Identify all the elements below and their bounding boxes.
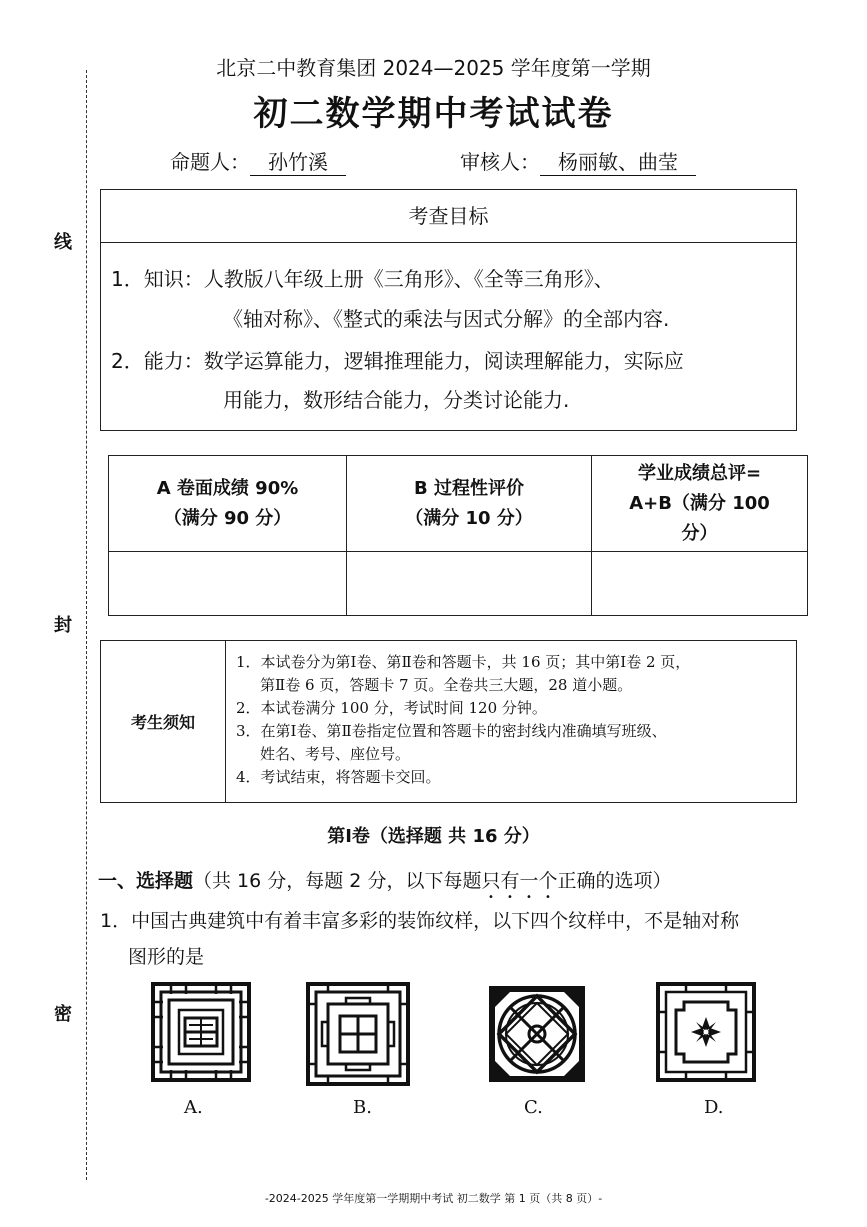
grade-col-c-header [592, 456, 808, 552]
notice-line: 1．本试卷分为第Ⅰ卷、第Ⅱ卷和答题卡，共 16 页；其中第Ⅰ卷 2 页， [236, 653, 691, 671]
part-desc-emphasis: 只有一个 [481, 870, 558, 892]
notice-content [226, 641, 797, 803]
part-desc-2: 正确的选项） [557, 870, 672, 892]
part-label: 一、选择题 [98, 870, 194, 892]
binding-label-xian: 线 [54, 232, 72, 253]
option-a-label[interactable]: A. [184, 1097, 203, 1118]
grade-col-b-header [347, 456, 592, 552]
objective-line-3: 2．能力：数学运算能力，逻辑推理能力，阅读理解能力，实际应 [111, 349, 684, 373]
objectives-heading: 考查目标 [101, 190, 796, 243]
reviewer-names: 杨丽敏、曲莹 [540, 146, 696, 176]
binding-label-mi: 密 [54, 1004, 72, 1025]
question-1-text-cont: 图形的是 [128, 946, 205, 968]
grades-table [108, 455, 808, 616]
option-b-label[interactable]: B. [353, 1097, 372, 1118]
grade-col-b-line1: B 过程性评价 [414, 477, 524, 499]
part-heading [98, 866, 671, 903]
grade-col-c-line1: 学业成绩总评= [637, 462, 762, 484]
author-block [170, 146, 346, 176]
reviewer-label: 审核人： [460, 150, 540, 174]
page-footer: -2024-2025 学年度第一学期期中考试 初二数学 第 1 页（共 8 页）- [264, 1192, 603, 1205]
exam-title: 初二数学期中考试试卷 [253, 94, 614, 134]
grade-cell-a[interactable] [109, 552, 347, 616]
notice-line: 3．在第Ⅰ卷、第Ⅱ卷指定位置和答题卡的密封线内准确填写班级、 [236, 722, 667, 740]
notice-line: 第Ⅱ卷 6 页，答题卡 7 页。全卷共三大题，28 道小题。 [260, 676, 633, 694]
part-desc-1: （共 16 分，每题 2 分，以下每题 [193, 870, 482, 892]
binding-line [86, 70, 87, 1180]
question-1-text: 1．中国古典建筑中有着丰富多彩的装饰纹样，以下四个纹样中，不是轴对称 [100, 910, 740, 932]
pattern-d-image [656, 982, 756, 1082]
author-name: 孙竹溪 [250, 146, 346, 176]
pattern-c-image [488, 985, 586, 1083]
pattern-b-image [306, 982, 410, 1086]
grade-col-c-line3: 分） [681, 522, 718, 544]
grade-cell-c[interactable] [592, 552, 808, 616]
grade-col-c-line2: A+B（满分 100 [629, 492, 770, 514]
grade-col-a-header [109, 456, 347, 552]
reviewer-block [460, 146, 696, 176]
author-label: 命题人： [170, 150, 250, 174]
grade-col-a-line1: A 卷面成绩 90% [156, 477, 299, 499]
objective-line-4: 用能力，数形结合能力，分类讨论能力. [223, 388, 570, 412]
option-d-label[interactable]: D. [704, 1097, 724, 1118]
grade-col-a-line2: （满分 90 分） [163, 507, 292, 529]
school-line: 北京二中教育集团 2024—2025 学年度第一学期 [216, 56, 651, 80]
grade-col-b-line2: （满分 10 分） [405, 507, 533, 529]
notice-line: 姓名、考号、座位号。 [260, 745, 411, 763]
objective-line-1: 1．知识：人教版八年级上册《三角形》、《全等三角形》、 [111, 267, 614, 291]
notice-line: 4．考试结束，将答题卡交回。 [236, 768, 441, 786]
notice-line: 2．本试卷满分 100 分，考试时间 120 分钟。 [236, 699, 547, 717]
objectives-box [100, 189, 797, 431]
section-title: 第Ⅰ卷（选择题 共 16 分） [327, 826, 540, 847]
objective-line-2: 《轴对称》、《整式的乘法与因式分解》的全部内容. [223, 307, 670, 331]
option-c-label[interactable]: C. [524, 1097, 543, 1118]
pattern-a-image [151, 982, 251, 1082]
notice-label: 考生须知 [101, 641, 226, 803]
notice-table [100, 640, 797, 803]
grade-cell-b[interactable] [347, 552, 592, 616]
binding-label-feng: 封 [54, 615, 72, 636]
